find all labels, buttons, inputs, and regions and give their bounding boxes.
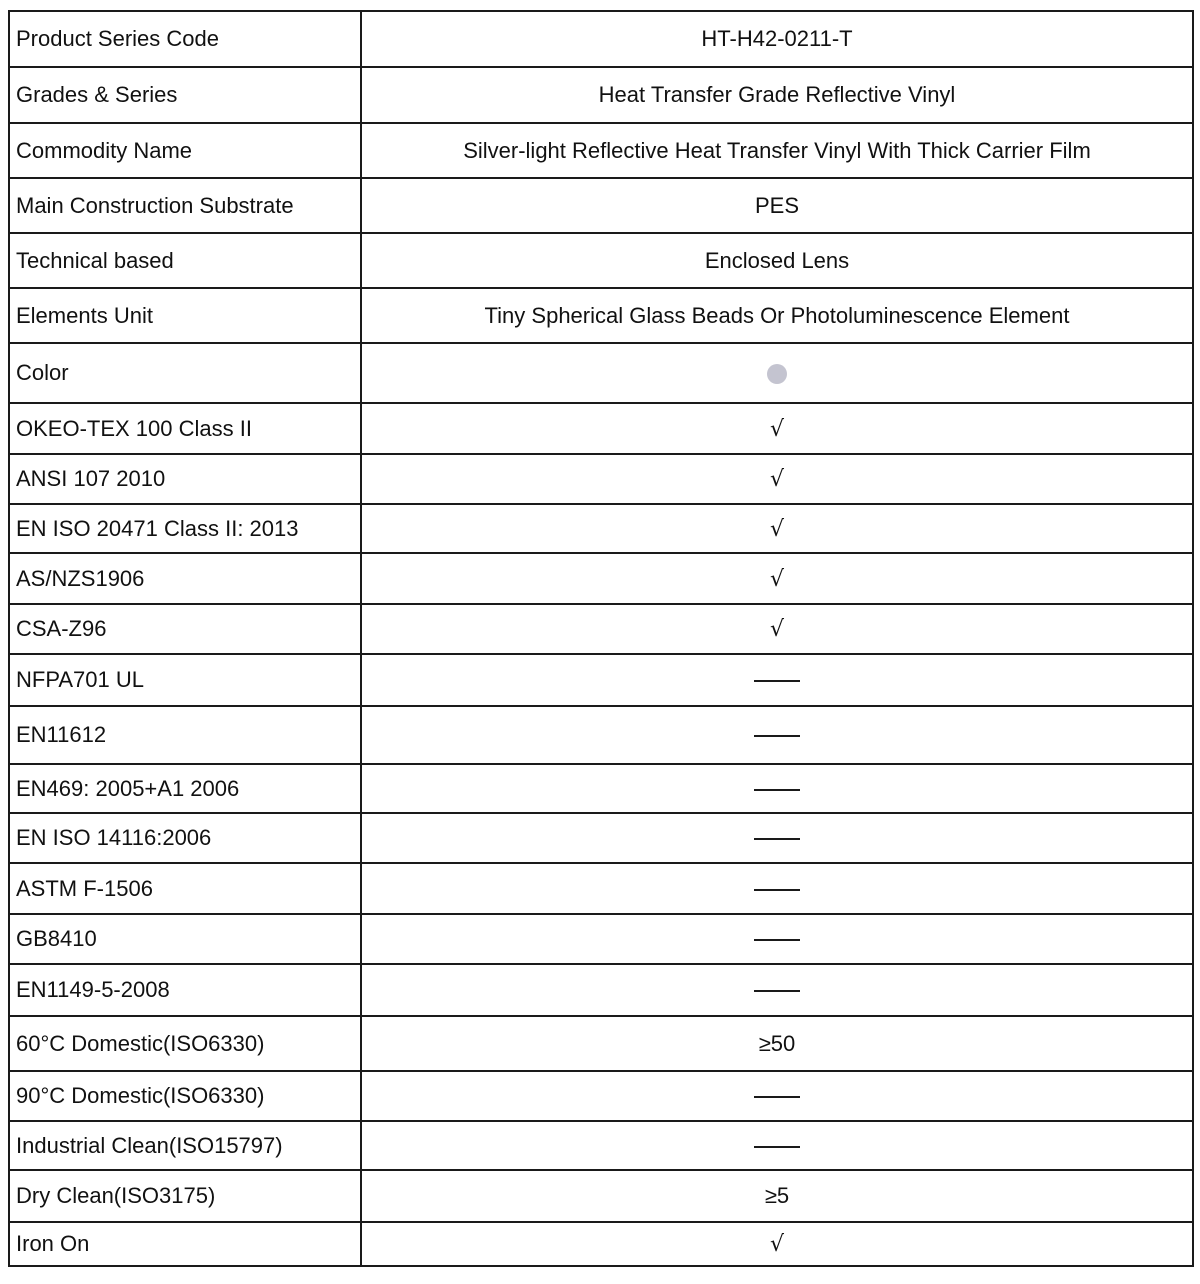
spec-table-body <box>9 11 1193 1266</box>
table-row <box>9 1071 1193 1121</box>
color-swatch-icon <box>767 364 787 384</box>
row-value <box>361 964 1193 1016</box>
table-row <box>9 343 1193 403</box>
dash-mark <box>754 789 800 791</box>
row-label: AS/NZS1906 <box>9 553 361 604</box>
row-value <box>361 504 1193 553</box>
table-row <box>9 178 1193 233</box>
row-label: Technical based <box>9 233 361 288</box>
table-row <box>9 233 1193 288</box>
table-row <box>9 1121 1193 1170</box>
table-row <box>9 1222 1193 1266</box>
row-label: EN11612 <box>9 706 361 764</box>
check-mark-icon: √ <box>769 467 785 492</box>
table-row <box>9 1016 1193 1071</box>
row-value <box>361 1071 1193 1121</box>
row-label: Commodity Name <box>9 123 361 178</box>
row-value <box>361 11 1193 67</box>
value-text: Enclosed Lens <box>704 247 850 273</box>
spec-table <box>8 10 1194 1267</box>
table-row <box>9 454 1193 504</box>
row-value <box>361 706 1193 764</box>
dash-mark <box>754 889 800 891</box>
row-label: Main Construction Substrate <box>9 178 361 233</box>
dash-mark <box>754 838 800 840</box>
table-row <box>9 1170 1193 1222</box>
row-value <box>361 1121 1193 1170</box>
value-text: HT-H42-0211-T <box>701 26 853 51</box>
row-value <box>361 1170 1193 1222</box>
row-label: NFPA701 UL <box>9 654 361 706</box>
table-row <box>9 67 1193 123</box>
table-row <box>9 288 1193 343</box>
row-label: EN469: 2005+A1 2006 <box>9 764 361 813</box>
row-value <box>361 233 1193 288</box>
check-mark-icon: √ <box>769 1232 785 1257</box>
row-label: Elements Unit <box>9 288 361 343</box>
row-label: EN1149-5-2008 <box>9 964 361 1016</box>
row-value <box>361 813 1193 863</box>
dash-mark <box>754 1146 800 1148</box>
row-label: GB8410 <box>9 914 361 964</box>
row-label: EN ISO 20471 Class II: 2013 <box>9 504 361 553</box>
table-row <box>9 504 1193 553</box>
row-value <box>361 454 1193 504</box>
dash-mark <box>754 1096 800 1098</box>
check-mark-icon: √ <box>769 416 785 442</box>
row-label: Iron On <box>9 1222 361 1266</box>
row-value <box>361 343 1193 403</box>
row-label: Product Series Code <box>9 11 361 67</box>
table-row <box>9 123 1193 178</box>
row-label: EN ISO 14116:2006 <box>9 813 361 863</box>
table-row <box>9 11 1193 67</box>
row-value <box>361 123 1193 178</box>
row-label: Color <box>9 343 361 403</box>
row-value <box>361 1222 1193 1266</box>
check-mark-icon: √ <box>769 617 785 642</box>
row-value <box>361 654 1193 706</box>
table-row <box>9 553 1193 604</box>
row-value <box>361 914 1193 964</box>
table-row <box>9 813 1193 863</box>
value-text: ≥50 <box>758 1030 796 1056</box>
value-text: ≥5 <box>764 1183 790 1208</box>
dash-mark <box>754 990 800 992</box>
row-label: CSA-Z96 <box>9 604 361 654</box>
value-text: Tiny Spherical Glass Beads Or Photoluminescence Element <box>484 302 1070 328</box>
check-mark-icon: √ <box>769 516 785 542</box>
row-label: Grades & Series <box>9 67 361 123</box>
row-value <box>361 288 1193 343</box>
check-mark-icon: √ <box>769 566 785 592</box>
row-value <box>361 403 1193 454</box>
table-row <box>9 764 1193 813</box>
dash-mark <box>754 680 800 682</box>
row-label: OKEO-TEX 100 Class II <box>9 403 361 454</box>
row-label: 60°C Domestic(ISO6330) <box>9 1016 361 1071</box>
table-row <box>9 863 1193 914</box>
row-value <box>361 178 1193 233</box>
row-label: Industrial Clean(ISO15797) <box>9 1121 361 1170</box>
dash-mark <box>754 939 800 941</box>
row-value <box>361 1016 1193 1071</box>
value-text: Heat Transfer Grade Reflective Vinyl <box>598 82 956 107</box>
table-row <box>9 654 1193 706</box>
row-value <box>361 863 1193 914</box>
table-row <box>9 964 1193 1016</box>
row-label: 90°C Domestic(ISO6330) <box>9 1071 361 1121</box>
row-value <box>361 553 1193 604</box>
row-label: ANSI 107 2010 <box>9 454 361 504</box>
row-value <box>361 764 1193 813</box>
value-text: Silver-light Reflective Heat Transfer Vinyl With Thick Carrier Film <box>463 137 1091 163</box>
value-text: PES <box>754 192 800 218</box>
table-row <box>9 914 1193 964</box>
row-label: Dry Clean(ISO3175) <box>9 1170 361 1222</box>
row-label: ASTM F-1506 <box>9 863 361 914</box>
table-row <box>9 604 1193 654</box>
table-row <box>9 706 1193 764</box>
dash-mark <box>754 735 800 737</box>
table-row <box>9 403 1193 454</box>
row-value <box>361 67 1193 123</box>
row-value <box>361 604 1193 654</box>
